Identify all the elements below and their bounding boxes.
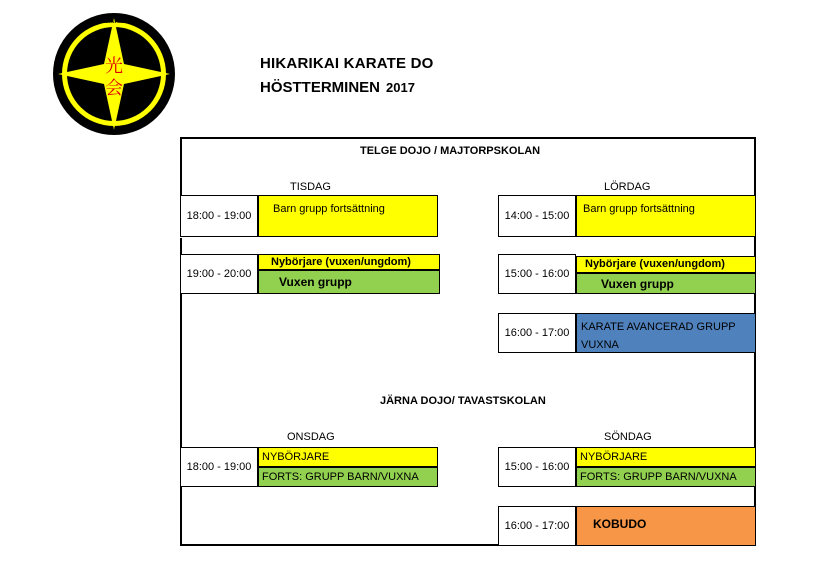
class-forts-sondag bbox=[576, 467, 756, 487]
term-title bbox=[260, 79, 415, 96]
class-forts-onsdag bbox=[258, 467, 438, 487]
logo-char-1: 光 bbox=[105, 56, 123, 77]
time-text: 19:00 - 20:00 bbox=[186, 268, 252, 280]
time-text: 18:00 - 19:00 bbox=[186, 461, 252, 473]
time-text: 15:00 - 16:00 bbox=[504, 461, 570, 473]
class-nyborjare-lordag bbox=[576, 256, 756, 273]
class-label: Nybörjare (vuxen/ungdom) bbox=[271, 256, 411, 268]
class-vuxen-tisdag bbox=[258, 270, 440, 294]
class-nyborjare-onsdag bbox=[258, 447, 438, 467]
jarna-dojo-heading: JÄRNA DOJO/ TAVASTSKOLAN bbox=[380, 395, 546, 407]
time-text: 16:00 - 17:00 bbox=[504, 327, 570, 339]
class-kobudo-sondag bbox=[576, 506, 756, 546]
telge-dojo-heading: TELGE DOJO / MAJTORPSKOLAN bbox=[360, 145, 541, 157]
day-lordag: LÖRDAG bbox=[604, 181, 651, 193]
class-barn-lordag bbox=[576, 195, 756, 237]
day-sondag: SÖNDAG bbox=[604, 431, 652, 443]
class-nyborjare-tisdag bbox=[258, 254, 440, 270]
time-sondag-1 bbox=[498, 447, 576, 487]
class-label-1: KARATE AVANCERAD GRUPP bbox=[581, 321, 736, 333]
class-label: Barn grupp fortsättning bbox=[273, 203, 385, 215]
term-year: 2017 bbox=[386, 80, 415, 95]
class-label: FORTS: GRUPP BARN/VUXNA bbox=[262, 471, 419, 483]
class-label: Barn grupp fortsättning bbox=[583, 203, 695, 215]
class-barn-tisdag bbox=[258, 195, 438, 237]
hikarikai-logo bbox=[52, 12, 176, 136]
class-label: NYBÖRJARE bbox=[262, 451, 330, 463]
class-label: Nybörjare (vuxen/ungdom) bbox=[585, 258, 725, 270]
time-text: 16:00 - 17:00 bbox=[504, 520, 570, 532]
time-lordag-2 bbox=[498, 254, 576, 294]
term-label: HÖSTTERMINEN bbox=[260, 79, 380, 96]
class-label: FORTS: GRUPP BARN/VUXNA bbox=[580, 471, 737, 483]
class-vuxen-lordag bbox=[576, 273, 756, 294]
logo-ring-bottom: International bbox=[97, 126, 131, 132]
day-tisdag: TISDAG bbox=[290, 181, 331, 193]
page-title: HIKARIKAI KARATE DO bbox=[260, 55, 434, 72]
class-label: NYBÖRJARE bbox=[580, 451, 648, 463]
day-onsdag: ONSDAG bbox=[287, 431, 335, 443]
class-label-2: VUXNA bbox=[581, 339, 619, 351]
time-onsdag-1 bbox=[180, 447, 258, 487]
logo-char-2: 会 bbox=[105, 78, 123, 99]
class-label: KOBUDO bbox=[593, 517, 647, 531]
class-label: Vuxen grupp bbox=[279, 275, 352, 289]
time-lordag-3 bbox=[498, 313, 576, 353]
class-avancerad-lordag bbox=[576, 313, 756, 353]
class-label: Vuxen grupp bbox=[601, 277, 674, 291]
time-tisdag-1 bbox=[180, 195, 258, 237]
class-nyborjare-sondag bbox=[576, 447, 756, 467]
time-lordag-1 bbox=[498, 195, 576, 237]
time-text: 15:00 - 16:00 bbox=[504, 268, 570, 280]
time-tisdag-2 bbox=[180, 254, 258, 294]
time-text: 14:00 - 15:00 bbox=[504, 210, 570, 222]
time-sondag-2 bbox=[498, 506, 576, 546]
time-text: 18:00 - 19:00 bbox=[186, 210, 252, 222]
logo-ring-top: Hikarikai bbox=[99, 18, 129, 25]
